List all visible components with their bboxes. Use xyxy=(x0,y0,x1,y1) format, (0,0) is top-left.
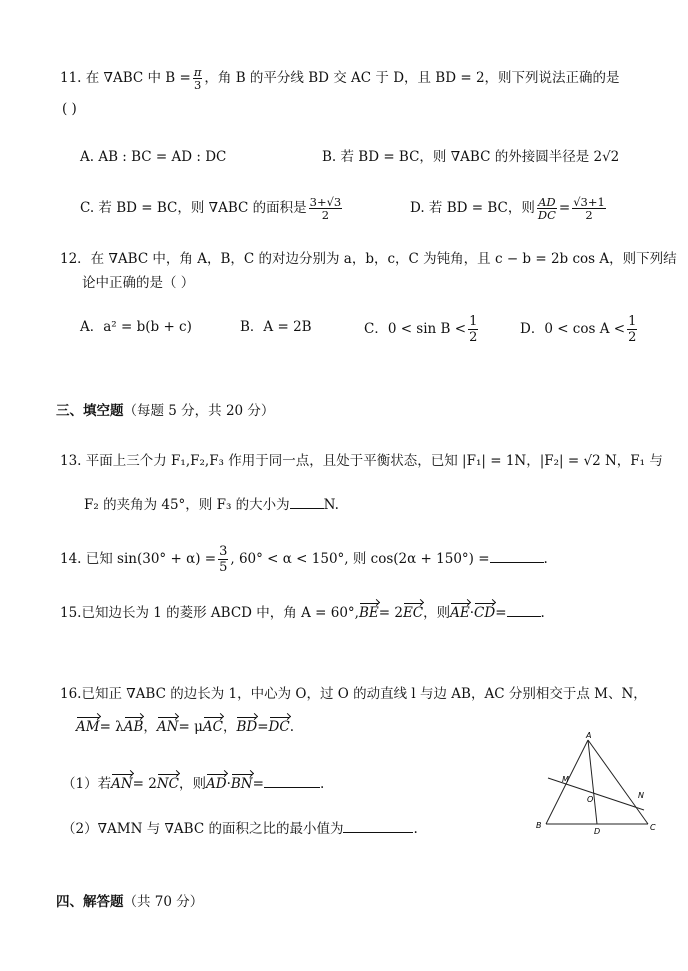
q16-sub2: （2）∇AMN 与 ∇ABC 的面积之比的最小值为 . xyxy=(62,818,418,838)
q11-option-c-fraction: $\frac{3+√3}{2}$ xyxy=(309,195,342,222)
q15-vector-ec: EC xyxy=(402,605,424,621)
q11-option-c: C. 若 BD = BC，则 ∇ABC 的面积是 $\frac{3+√3}{2}$ xyxy=(80,195,342,222)
side-ac xyxy=(588,740,648,824)
q16-vector-bd: BD xyxy=(236,719,258,735)
q11-stem-post: ，角 B 的平分线 BD 交 AC 于 D，且 BD = 2，则下列说法正确的是 xyxy=(204,70,620,86)
q11-option-b: B. 若 BD = BC，则 ∇ABC 的外接圆半径是 2√2 xyxy=(322,149,620,165)
q16-vector-an: AN xyxy=(156,719,179,735)
q14-stem: 14. 已知 sin(30° + α) = $\frac{3}{5}$ , 60° < α < 150°, 则 cos(2α + 150°) = . xyxy=(60,544,548,575)
triangle-figure xyxy=(530,730,670,840)
q15-vector-ae: AE xyxy=(450,605,470,621)
q11-stem xyxy=(60,66,620,91)
median-ad xyxy=(588,740,597,824)
label-n: N xyxy=(638,791,644,800)
q13-line1: 13. 平面上三个力 F₁,F₂,F₃ 作用于同一点，且处于平衡状态，已知 |F₁| = 1N，|F₂| = √2 N，F₁ 与 xyxy=(60,453,663,469)
label-d: D xyxy=(594,827,601,836)
q13-line2: F₂ 的夹角为 45°，则 F₃ 的大小为 N. xyxy=(84,494,339,514)
q12-stem-line2: 论中正确的是（ ） xyxy=(82,275,195,291)
q16-vector-ac: AC xyxy=(202,719,223,735)
q16-line1: 16.已知正 ∇ABC 的边长为 1，中心为 O，过 O 的动直线 l 与边 AB，AC 分别相交于点 M、N， xyxy=(60,686,647,702)
q16-sub2-answer-blank[interactable] xyxy=(343,818,413,833)
q13-answer-blank[interactable] xyxy=(290,494,324,509)
q11-option-d: D. 若 BD = BC，则 $\frac{AD}{DC}$ = $\frac{√3+1}{2}$ xyxy=(410,195,605,222)
q16-vector-ab: AB xyxy=(123,719,144,735)
q16-sub1-answer-blank[interactable] xyxy=(264,773,320,788)
q16-line2: AM= λAB，AN= μAC，BD=DC. xyxy=(76,719,294,735)
q12-option-b: B．A = 2B xyxy=(240,319,312,335)
q11-option-d-fraction2: $\frac{√3+1}{2}$ xyxy=(573,195,605,222)
label-c: C xyxy=(650,823,656,832)
q15-answer-blank[interactable] xyxy=(507,602,541,617)
q12-option-a: A．a² = b(b + c) xyxy=(80,319,192,335)
q14-fraction: $\frac{3}{5}$ xyxy=(219,544,228,575)
q15-vector-cd: CD xyxy=(474,605,496,621)
q11-stem-pre: 11. 在 ∇ABC 中 B = xyxy=(60,70,191,86)
q16-sub1: （1）若AN= 2NC，则AD·BN= . xyxy=(62,773,324,793)
label-a: A xyxy=(586,731,592,740)
q11-option-a: A. AB : BC = AD : DC xyxy=(80,149,227,165)
q16-vector-dc: DC xyxy=(268,719,290,735)
q14-answer-blank[interactable] xyxy=(490,548,544,563)
q15-stem: 15.已知边长为 1 的菱形 ABCD 中，角 A = 60°,BE= 2EC，则AE·CD= . xyxy=(60,602,545,622)
label-m: M xyxy=(562,775,569,784)
q12-option-c: C．0 < sin B < $\frac{1}{2}$ xyxy=(364,314,478,345)
q11-angle-fraction: $\frac{\pi}{3}$ xyxy=(193,65,202,92)
q11-option-d-fraction1: $\frac{AD}{DC}$ xyxy=(537,195,556,222)
q15-vector-be: BE xyxy=(358,605,379,621)
q11-answer-paren: ( ) xyxy=(62,101,77,117)
label-o: O xyxy=(587,795,594,804)
q12-option-c-fraction: $\frac{1}{2}$ xyxy=(469,314,478,345)
q16-vector-am: AM xyxy=(76,719,100,735)
q12-option-d: D．0 < cos A < $\frac{1}{2}$ xyxy=(520,314,637,345)
label-b: B xyxy=(536,821,542,830)
section4-heading: 四、解答题（共 70 分） xyxy=(56,894,204,910)
section3-heading: 三、填空题（每题 5 分，共 20 分） xyxy=(56,403,275,419)
q12-option-d-fraction: $\frac{1}{2}$ xyxy=(628,314,637,345)
q12-stem-line1: 12．在 ∇ABC 中，角 A，B，C 的对边分别为 a，b，c，C 为钝角，且 c − b = 2b cos A，则下列结 xyxy=(60,251,677,267)
